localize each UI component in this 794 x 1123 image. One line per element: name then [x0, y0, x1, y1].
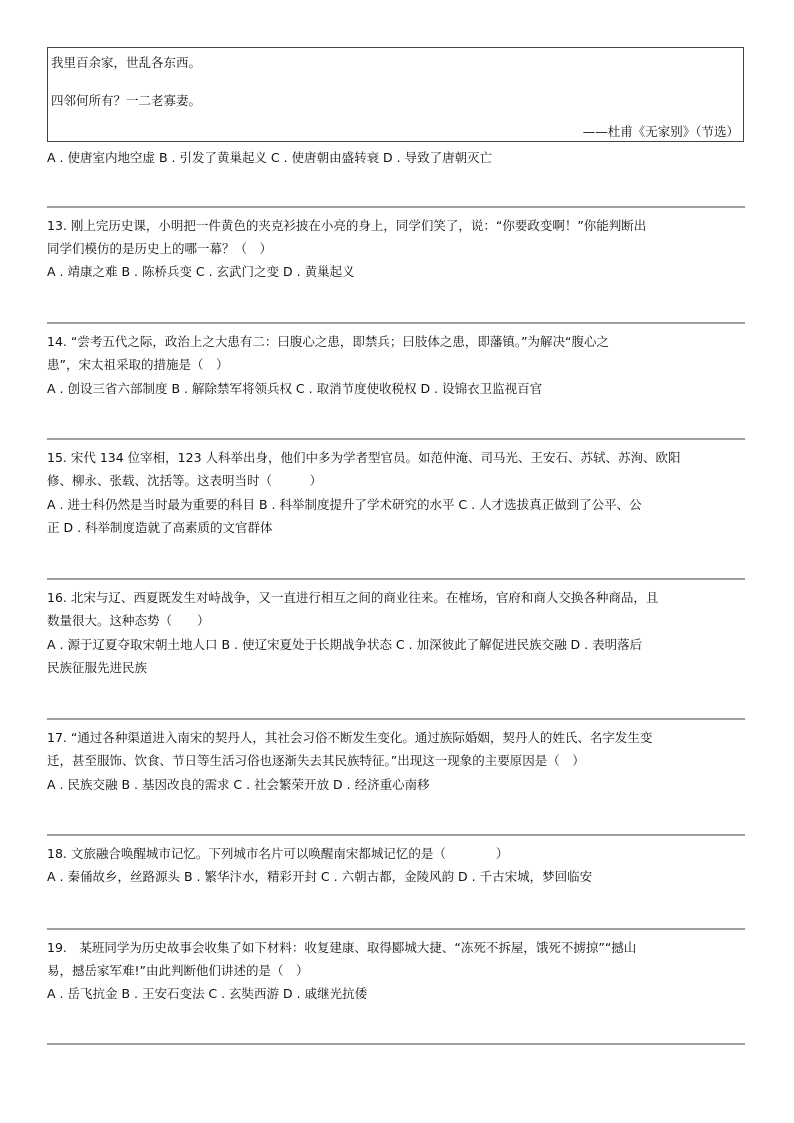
q13-stem-line-2: 同学们模仿的是历史上的哪一幕？（ ）	[47, 241, 273, 256]
divider-rule	[47, 928, 745, 930]
q15-options-line-2: 正 D . 科举制度造就了高素质的文官群体	[47, 520, 273, 535]
q14-stem-line-1: 14. “尝考五代之际，政治上之大患有二：曰腹心之患，即禁兵；曰肢体之患，即藩镇。”为解决“腹心之	[47, 334, 610, 349]
q15-stem-line-2: 修、柳永、张载、沈括等。这表明当时（ ）	[47, 473, 323, 488]
q18-stem-line-1: 18. 文旅融合唤醒城市记忆。下列城市名片可以唤醒南宋都城记忆的是（ ）	[47, 846, 509, 861]
divider-rule	[47, 578, 745, 580]
q15-stem-line-1: 15. 宋代 134 位宰相，123 人科举出身，他们中多为学者型官员。如范仲淹、司马光、王安石、苏轼、苏洵、欧阳	[47, 450, 681, 465]
divider-rule	[47, 322, 745, 324]
q16-stem-line-1: 16. 北宋与辽、西夏既发生对峙战争，又一直进行相互之间的商业往来。在榷场，官府和商人交换各种商品，且	[47, 590, 659, 605]
q15-options	[47, 493, 747, 539]
q13-stem	[47, 214, 747, 260]
q13-options: A . 靖康之难 B . 陈桥兵变 C . 玄武门之变 D . 黄巢起义	[47, 264, 355, 279]
q17-stem	[47, 726, 747, 772]
poem-line-2: 四邻何所有？一二老寡妻。	[51, 93, 202, 108]
q14-options: A . 创设三省六部制度 B . 解除禁军将领兵权 C . 取消节度使收税权 D . 设锦衣卫监视百官	[47, 381, 543, 396]
divider-rule	[47, 834, 745, 836]
q16-options-line-2: 民族征服先进民族	[47, 660, 148, 675]
divider-rule	[47, 718, 745, 720]
q19-options: A . 岳飞抗金 B . 王安石变法 C . 玄奘西游 D . 戚继光抗倭	[47, 986, 368, 1001]
q18-stem	[47, 842, 747, 865]
q12-options: A . 使唐室内地空虚 B . 引发了黄巢起义 C . 使唐朝由盛转衰 D . 导致了唐朝灭亡	[47, 150, 493, 165]
q19-stem-line-2: 易，撼岳家军难!”由此判断他们讲述的是（ ）	[47, 963, 309, 978]
q18-options: A . 秦俑故乡，丝路源头 B . 繁华汴水，精彩开封 C . 六朝古都，金陵风韵 D . 千古宋城，梦回临安	[47, 869, 593, 884]
q16-stem	[47, 586, 747, 632]
q19-stem	[47, 936, 747, 982]
q15-options-line-1: A . 进士科仍然是当时最为重要的科目 B . 科举制度提升了学术研究的水平 C . 人才选拔真正做到了公平、公	[47, 497, 642, 512]
divider-rule	[47, 1043, 745, 1045]
q14-stem	[47, 330, 747, 376]
q19-stem-line-1: 19. 某班同学为历史故事会收集了如下材料：收复建康、取得郾城大捷、“冻死不拆屋，饿死不掳掠”“撼山	[47, 940, 637, 955]
poem-excerpt-box	[47, 47, 744, 142]
q16-options-line-1: A . 源于辽夏夺取宋朝土地人口 B . 使辽宋夏处于长期战争状态 C . 加深彼此了解促进民族交融 D . 表明落后	[47, 637, 643, 652]
q15-stem	[47, 446, 747, 492]
q17-stem-line-1: 17. “通过各种渠道进入南宋的契丹人，其社会习俗不断发生变化。通过族际婚姻，契丹人的姓氏、名字发生变	[47, 730, 653, 745]
q16-options	[47, 633, 747, 679]
q16-stem-line-2: 数量很大。这种态势（ ）	[47, 613, 210, 628]
poem-line-1: 我里百余家，世乱各东西。	[51, 55, 202, 70]
divider-rule	[47, 438, 745, 440]
q14-stem-line-2: 患”，宋太祖采取的措施是（ ）	[47, 357, 229, 372]
q13-stem-line-1: 13. 刚上完历史课，小明把一件黄色的夹克衫披在小亮的身上，同学们笑了，说：“你要政变啊！”你能判断出	[47, 218, 647, 233]
poem-source: ——杜甫《无家别》（节选）	[582, 124, 739, 139]
divider-rule	[47, 206, 745, 208]
q17-stem-line-2: 迁，甚至服饰、饮食、节日等生活习俗也逐渐失去其民族特征。”出现这一现象的主要原因是（ ）	[47, 753, 585, 768]
q17-options: A . 民族交融 B . 基因改良的需求 C . 社会繁荣开放 D . 经济重心南移	[47, 777, 430, 792]
